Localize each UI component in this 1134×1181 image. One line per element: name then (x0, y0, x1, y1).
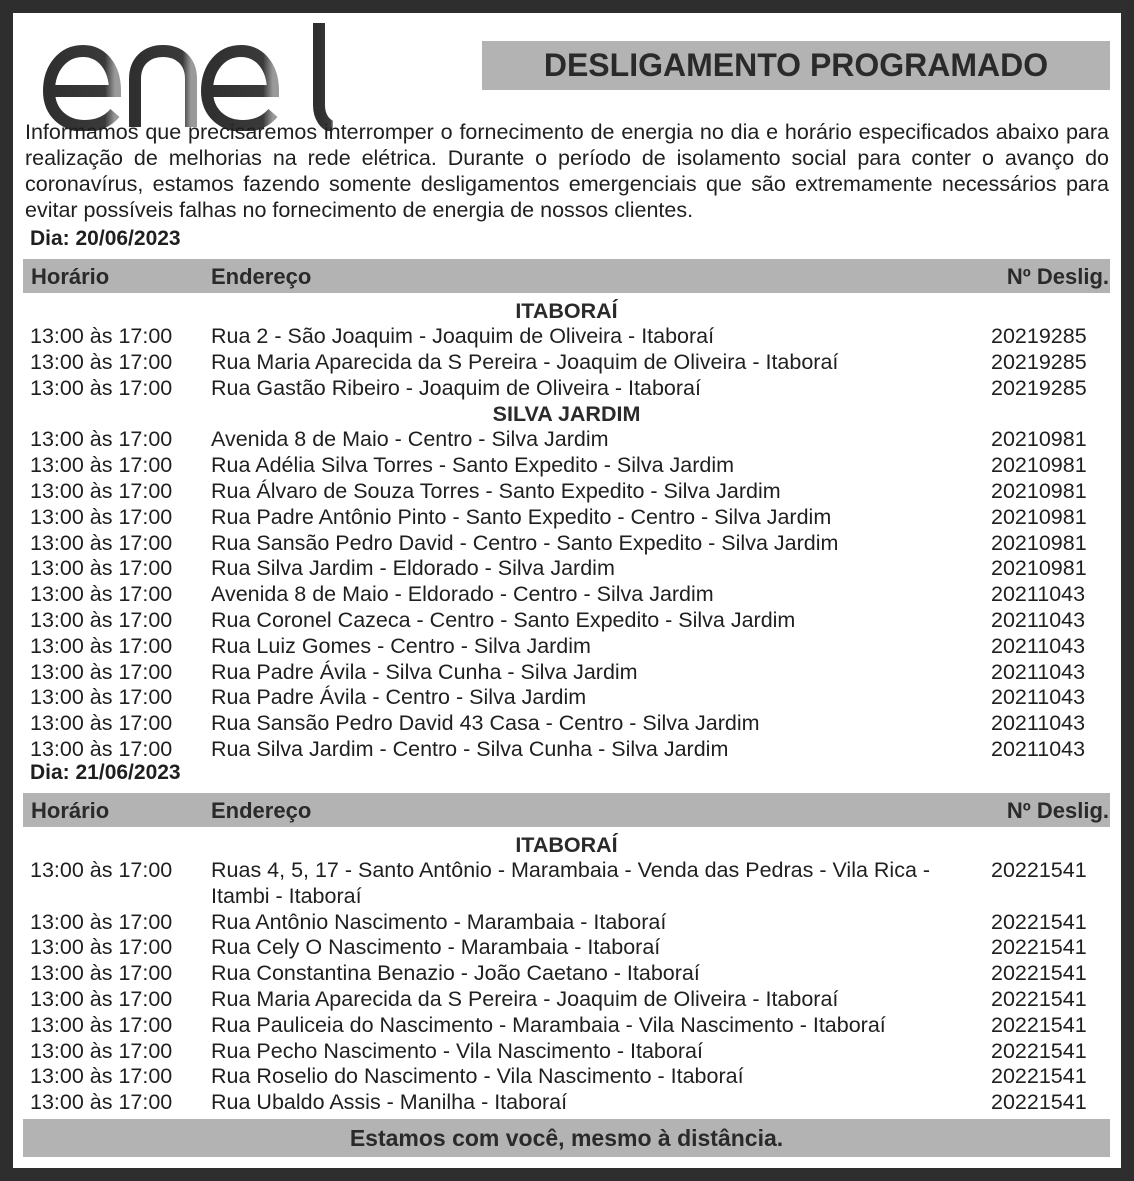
table-row (23, 961, 1110, 987)
row-time: 13:00 às 17:00 (30, 909, 173, 934)
footer-slogan: Estamos com você, mesmo à distância. (349, 1124, 784, 1151)
title-banner (482, 41, 1110, 90)
row-address: Rua Padre Ávila - Centro - Silva Jardim (211, 685, 587, 710)
row-address: Rua Sansão Pedro David 43 Casa - Centro - Silva Jardim (211, 711, 760, 736)
header-time: Horário (31, 264, 110, 289)
row-time: 13:00 às 17:00 (30, 858, 173, 882)
row-number: 20219285 (991, 375, 1087, 400)
table-row (23, 1039, 1110, 1065)
row-time: 13:00 às 17:00 (30, 607, 173, 632)
table-row (23, 582, 1110, 608)
row-time: 13:00 às 17:00 (30, 659, 173, 684)
table-header (23, 793, 1110, 827)
table-row (23, 1064, 1110, 1090)
table-row (23, 479, 1110, 505)
row-time: 13:00 às 17:00 (30, 961, 173, 986)
row-time: 13:00 às 17:00 (30, 427, 173, 452)
row-number: 20221541 (991, 935, 1087, 960)
row-time: 13:00 às 17:00 (30, 582, 173, 607)
row-address: Rua Silva Jardim - Centro - Silva Cunha - Silva Jardim (211, 736, 729, 761)
table-row (23, 660, 1110, 686)
row-number: 20210981 (991, 504, 1087, 529)
table-row (23, 376, 1110, 402)
header-time: Horário (31, 798, 110, 823)
header-address: Endereço (211, 798, 312, 823)
table-row (23, 987, 1110, 1013)
row-number: 20221541 (991, 961, 1087, 986)
row-number: 20210981 (991, 556, 1087, 581)
row-address: Avenida 8 de Maio - Centro - Silva Jardim (211, 427, 609, 452)
table-row (23, 685, 1110, 711)
table-row (23, 858, 1110, 910)
row-address: Rua Luiz Gomes - Centro - Silva Jardim (211, 633, 591, 658)
row-address: Rua Constantina Benazio - João Caetano - Itaboraí (211, 961, 700, 986)
row-number: 20221541 (991, 858, 1087, 882)
row-number: 20219285 (991, 324, 1087, 348)
row-address: Rua Padre Antônio Pinto - Santo Expedito - Centro - Silva Jardim (211, 504, 832, 529)
row-time: 13:00 às 17:00 (30, 530, 173, 555)
footer-banner (23, 1119, 1110, 1157)
row-address: Avenida 8 de Maio - Eldorado - Centro - Silva Jardim (211, 582, 714, 607)
table-row (23, 737, 1110, 763)
row-time: 13:00 às 17:00 (30, 1038, 173, 1063)
row-time: 13:00 às 17:00 (30, 736, 173, 761)
row-address: Rua Cely O Nascimento - Marambaia - Itaboraí (211, 935, 661, 960)
table-row (23, 505, 1110, 531)
table-row (23, 427, 1110, 453)
row-number: 20210981 (991, 453, 1087, 478)
row-time: 13:00 às 17:00 (30, 453, 173, 478)
row-address: Rua Pecho Nascimento - Vila Nascimento - Itaboraí (211, 1038, 703, 1063)
table-row (23, 634, 1110, 660)
row-time: 13:00 às 17:00 (30, 1012, 173, 1037)
row-number: 20211043 (991, 659, 1086, 684)
row-number: 20211043 (991, 685, 1086, 710)
header-number: Nº Deslig. (1006, 798, 1109, 823)
header-address: Endereço (211, 264, 312, 289)
row-number: 20210981 (991, 427, 1087, 452)
enel-logo (43, 21, 333, 131)
row-address: Rua Antônio Nascimento - Marambaia - Itaboraí (211, 909, 667, 934)
table-row (23, 350, 1110, 376)
table-row (23, 910, 1110, 936)
table-header (23, 259, 1110, 293)
row-address: Rua Gastão Ribeiro - Joaquim de Oliveira - Itaboraí (211, 375, 701, 400)
city-heading: SILVA JARDIM (492, 402, 641, 427)
table-row (23, 711, 1110, 737)
row-number: 20221541 (991, 1064, 1087, 1089)
row-address: Rua Pauliceia do Nascimento - Marambaia - Vila Nascimento - Itaboraí (211, 1012, 886, 1037)
table-row (23, 935, 1110, 961)
day-1-table (23, 298, 1110, 763)
row-time: 13:00 às 17:00 (30, 1090, 173, 1115)
row-number: 20221541 (991, 1038, 1087, 1063)
row-number: 20219285 (991, 349, 1087, 374)
row-address: Rua Roselio do Nascimento - Vila Nascimento - Itaboraí (211, 1064, 744, 1089)
row-address: Rua Silva Jardim - Eldorado - Silva Jardim (211, 556, 615, 581)
row-number: 20210981 (991, 478, 1087, 503)
row-number: 20211043 (991, 711, 1086, 736)
row-time: 13:00 às 17:00 (30, 986, 173, 1011)
outage-notice (13, 13, 1121, 1168)
row-time: 13:00 às 17:00 (30, 633, 173, 658)
city-heading: ITABORAÍ (515, 833, 618, 857)
row-time: 13:00 às 17:00 (30, 685, 173, 710)
table-row (23, 453, 1110, 479)
row-number: 20221541 (991, 986, 1087, 1011)
row-time: 13:00 às 17:00 (30, 478, 173, 503)
row-time: 13:00 às 17:00 (30, 375, 173, 400)
row-number: 20210981 (991, 530, 1087, 555)
row-address: Ruas 4, 5, 17 - Santo Antônio - Marambaia - Venda das Pedras - Vila Rica - Itambi - Itaboraí (211, 858, 931, 908)
row-address: Rua Maria Aparecida da S Pereira - Joaquim de Oliveira - Itaboraí (211, 986, 839, 1011)
row-time: 13:00 às 17:00 (30, 349, 173, 374)
row-address: Rua Sansão Pedro David - Centro - Santo Expedito - Silva Jardim (211, 530, 839, 555)
table-row (23, 1013, 1110, 1039)
day-label: Dia: 21/06/2023 (30, 761, 181, 784)
row-number: 20211043 (991, 607, 1086, 632)
row-time: 13:00 às 17:00 (30, 1064, 173, 1089)
row-address: Rua Adélia Silva Torres - Santo Expedito - Silva Jardim (211, 453, 735, 478)
table-row (23, 324, 1110, 350)
table-row (23, 531, 1110, 557)
header-number: Nº Deslig. (1006, 264, 1109, 289)
row-address: Rua Padre Ávila - Silva Cunha - Silva Jardim (211, 659, 638, 684)
day-label: Dia: 20/06/2023 (30, 227, 181, 250)
table-row (23, 1090, 1110, 1116)
day-2-table (23, 832, 1110, 1116)
row-address: Rua Coronel Cazeca - Centro - Santo Expedito - Silva Jardim (211, 607, 796, 632)
row-number: 20211043 (991, 582, 1086, 607)
page-title: DESLIGAMENTO PROGRAMADO (543, 47, 1049, 83)
row-number: 20211043 (991, 736, 1086, 761)
city-heading: ITABORAÍ (515, 299, 618, 323)
row-time: 13:00 às 17:00 (30, 711, 173, 736)
row-time: 13:00 às 17:00 (30, 324, 173, 348)
row-number: 20221541 (991, 1090, 1087, 1115)
row-address: Rua Ubaldo Assis - Manilha - Itaboraí (211, 1090, 568, 1115)
table-row (23, 556, 1110, 582)
row-address: Rua Maria Aparecida da S Pereira - Joaquim de Oliveira - Itaboraí (211, 349, 839, 374)
row-address: Rua Álvaro de Souza Torres - Santo Expedito - Silva Jardim (211, 478, 781, 503)
row-time: 13:00 às 17:00 (30, 556, 173, 581)
row-address: Rua 2 - São Joaquim - Joaquim de Oliveira - Itaboraí (211, 324, 715, 348)
row-time: 13:00 às 17:00 (30, 935, 173, 960)
row-number: 20211043 (991, 633, 1086, 658)
intro-paragraph: Informamos que precisaremos interromper o fornecimento de energia no dia e horário especificados abaixo para realização de melhorias na rede elétrica. Durante o período de isolamento social para conter o avanço do coronavírus, estamos fazendo somente desligamentos emergenciais que são extremamente necessários para evitar possíveis falhas no fornecimento de energia de nossos clientes. (25, 120, 1109, 222)
row-number: 20221541 (991, 909, 1087, 934)
row-time: 13:00 às 17:00 (30, 504, 173, 529)
table-row (23, 608, 1110, 634)
row-number: 20221541 (991, 1012, 1087, 1037)
